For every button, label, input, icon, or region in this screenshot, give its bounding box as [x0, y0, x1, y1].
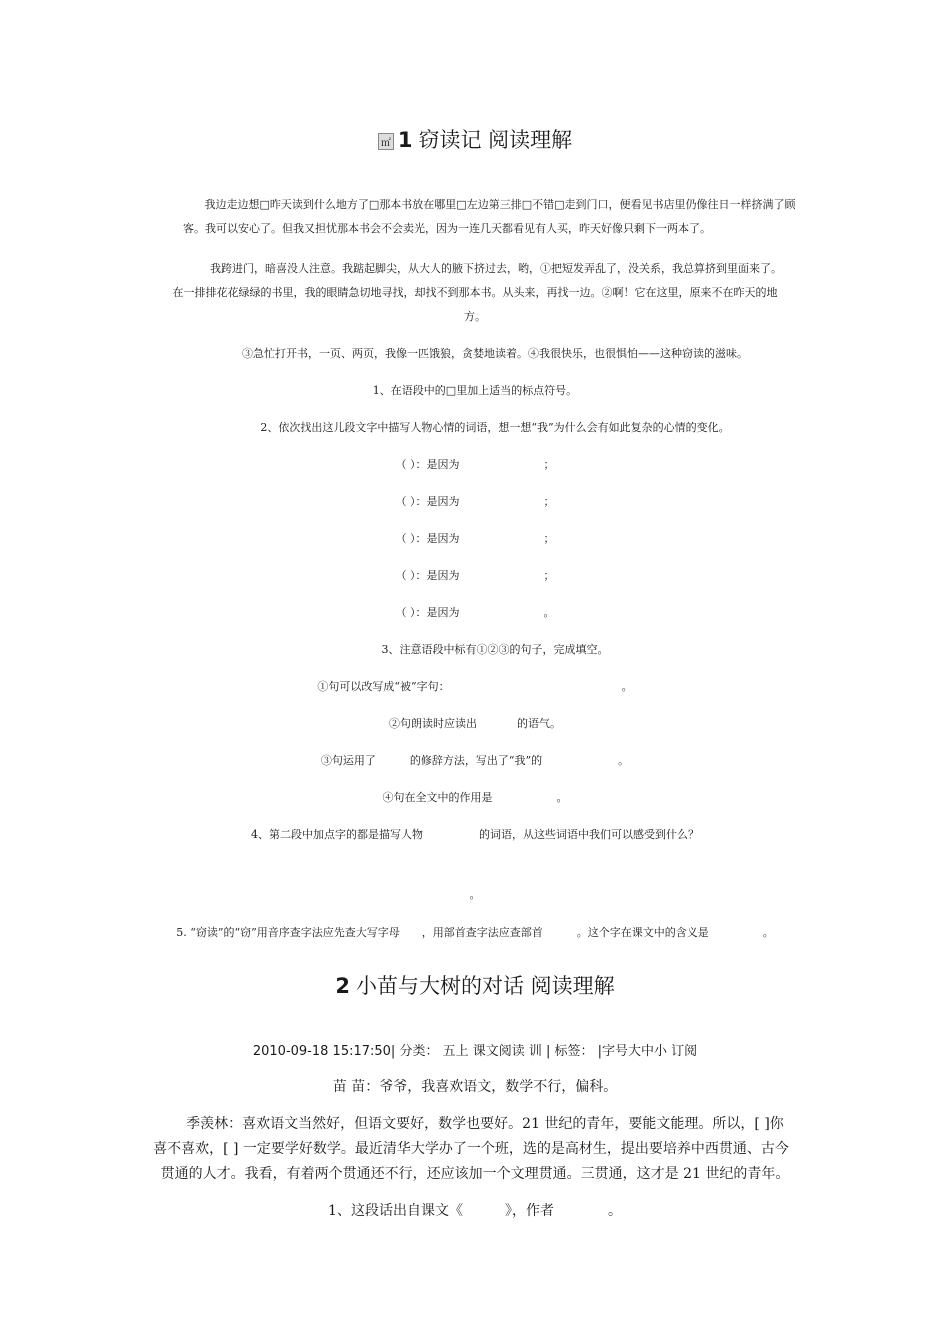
q2-end: 。	[543, 606, 555, 619]
q2-paren: （ ）	[395, 495, 416, 508]
para2-line3: 方。	[464, 310, 486, 323]
q3-a-text: ①句可以改写成“被”字句：	[317, 680, 450, 693]
q3-c-mid: 的修辞方法，写出了“我”的	[409, 754, 543, 767]
q3-item-b	[0, 715, 950, 731]
q3-item-d	[0, 789, 950, 805]
q3-c-end: 。	[618, 754, 630, 767]
q3-a-end: 。	[621, 680, 633, 693]
q2-end: ；	[543, 495, 555, 508]
q2-answer-row	[0, 493, 950, 509]
para1-line1: 我边走边想□昨天读到什么地方了□那本书放在哪里□左边第三排□不错□走到门口，便看见书店里仍像往日一样挤满了顾	[204, 198, 796, 211]
para2-line2: 在一排排花花绿绿的书里，我的眼睛急切地寻找，却找不到那本书。从头来，再找一边。②啊！它在这里，原来不在昨天的地	[172, 286, 778, 299]
q2-text: ：是因为	[415, 569, 460, 582]
q5-c: 。这个字在课文中的含义是	[576, 926, 709, 939]
q3-b-end: 的语气。	[517, 717, 561, 730]
para-line-1: 季羡林：喜欢语文当然好，但语文要好，数学也要好。21 世纪的青年，要能文能理。所以，[ ]你	[186, 1116, 784, 1132]
q3-d-text: ④句在全文中的作用是	[382, 791, 493, 804]
q2-paren: （ ）	[395, 458, 416, 471]
q2-text: ：是因为	[415, 495, 460, 508]
s2-q1-b: 》，作者	[504, 1203, 554, 1219]
q3-item-c	[0, 752, 950, 768]
section2-number: 2	[335, 974, 350, 998]
para-line-2: 喜不喜欢，[ ] 一定要学好数学。最近清华大学办了一个班，选的是高材生，提出要培养中西贯通、古今	[153, 1141, 789, 1157]
section2-question-1	[0, 1200, 950, 1220]
question-3: 3、注意语段中标有①②③的句子，完成填空。	[381, 643, 609, 656]
q5-a: 5. “窃读”的“窃”用音序查字法应先查大写字母	[176, 926, 400, 939]
q2-end: ；	[543, 532, 555, 545]
q2-text: ：是因为	[415, 532, 460, 545]
s2-q1-a: 1、这段话出自课文《	[328, 1203, 463, 1219]
q2-answer-row	[0, 530, 950, 546]
para-line-3: 贯通的人才。我看，有着两个贯通还不行，还应该加一个文理贯通。三贯通，这才是 21 世纪的青年。	[160, 1166, 790, 1182]
post-meta: 2010-09-18 15:17:50| 分类： 五上 课文阅读 训 | 标签： |字号大中小 订阅	[252, 1044, 698, 1059]
s2-q1-end: 。	[607, 1203, 622, 1219]
question-4	[0, 826, 950, 842]
section2-title-text: 小苗与大树的对话 阅读理解	[355, 974, 615, 998]
section1-number: 1	[397, 128, 413, 152]
q2-answer-row	[0, 567, 950, 583]
q3-d-end: 。	[556, 791, 568, 804]
question-2: 2、依次找出这儿段文字中描写人物心情的词语，想一想“我”为什么会有如此复杂的心情的变化。	[260, 421, 730, 434]
q2-end: ；	[543, 569, 555, 582]
section1-title	[0, 124, 950, 154]
q5-end: 。	[762, 926, 774, 939]
q3-b-text: ②句朗读时应读出	[389, 717, 477, 730]
q4-text: 4、第二段中加点字的都是描写人物	[251, 828, 423, 841]
q2-text: ：是因为	[415, 606, 460, 619]
section2-title	[0, 970, 950, 1000]
q2-end: ；	[543, 458, 555, 471]
q2-text: ：是因为	[415, 458, 460, 471]
q2-answer-row	[0, 604, 950, 620]
para2-line1: 我跨进门，暗喜没人注意。我踮起脚尖，从大人的腋下挤过去，哟，①把短发弄乱了，没关系，我总算挤到里面来了。	[210, 262, 782, 275]
question-1: 1、在语段中的□里加上适当的标点符号。	[372, 384, 578, 397]
q5-b: ，用部首查字法应查部首	[421, 926, 543, 939]
q4-end: 的词语，从这些词语中我们可以感受到什么？	[479, 828, 699, 841]
q3-item-a	[0, 678, 950, 694]
q2-paren: （ ）	[395, 532, 416, 545]
para3: ③急忙打开书，一页、两页，我像一匹饿狼，贪婪地读着。④我很快乐，也很惧怕——这种窃读的滋味。	[242, 347, 748, 360]
section1-title-text: 窃读记 阅读理解	[418, 128, 573, 152]
question-5	[0, 924, 950, 940]
q2-paren: （ ）	[395, 569, 416, 582]
dialog-line-1: 苗 苗：爷爷，我喜欢语文，数学不行，偏科。	[332, 1079, 618, 1095]
q3-c-text: ③句运用了	[320, 754, 376, 767]
square-meter-mark-icon: ㎡	[378, 133, 394, 150]
para1-line2: 客。我可以安心了。但我又担忧那本书会不会卖光，因为一连几天都看见有人买，昨天好像只剩下一两本了。	[183, 222, 711, 235]
q2-answer-row	[0, 456, 950, 472]
q4-answer-dot: 。	[469, 888, 481, 901]
q2-paren: （ ）	[395, 606, 416, 619]
